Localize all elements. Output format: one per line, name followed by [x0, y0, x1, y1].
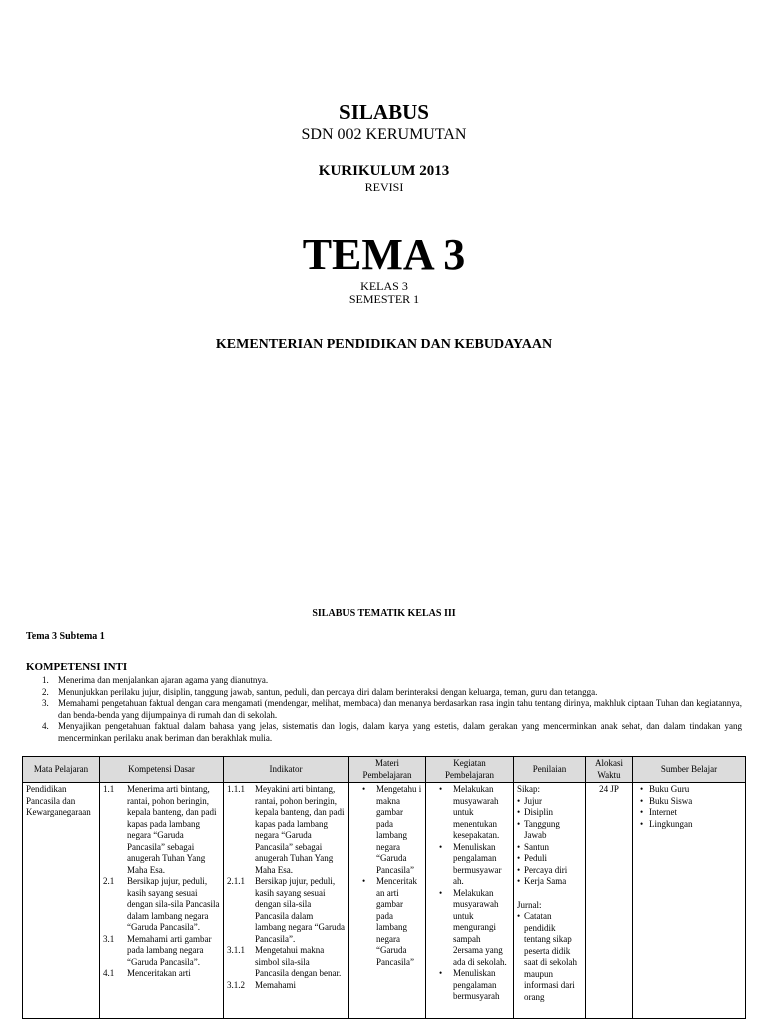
attitude-item: • Peduli	[517, 853, 582, 865]
school-name: SDN 002 KERUMUTAN	[301, 126, 467, 143]
activity-item: • Melakukan musyarawah untuk mengurangi sampah 2ersama yang ada di sekolah.	[453, 888, 510, 969]
ki-item	[26, 687, 742, 699]
indicator-number: 3.1.2	[227, 979, 245, 990]
attitude-item: • Jujur	[517, 796, 582, 808]
kd-text: Menceritakan arti	[127, 968, 191, 978]
header-subject: Mata Pelajaran	[23, 757, 100, 783]
ki-item-text: Memahami pengetahuan faktual dengan cara mengamati (mendengar, melihat, membaca) dan menanya berdasarkan rasa ingin tahu tentang dirinya, makhluk ciptaan Tuhan dan kegiatannya, dan benda-benda yang dijumpainya di rumah dan di sekolah.	[58, 698, 742, 720]
kd-item	[103, 934, 220, 969]
indicator-cell	[224, 783, 349, 1019]
journal-item: • Catatan pendidik tentang sikap peserta didik saat di sekolah maupun informasi dari orang	[517, 911, 582, 1003]
ki-item-number: 1.	[42, 675, 49, 685]
attitude-item: • Tanggung Jawab	[517, 819, 582, 842]
material-item: • Menceritak an arti gambar pada lambang negara “Garuda Pancasila”	[376, 876, 422, 968]
material-cell	[349, 783, 426, 1019]
subtheme-label: Tema 3 Subtema 1	[26, 631, 105, 642]
syllabus-table	[22, 756, 746, 1019]
activity-item: • Menuliskan pengalaman bermusyawar ah.	[453, 842, 510, 888]
indicator-number: 2.1.1	[227, 876, 245, 886]
attitude-item: • Disiplin	[517, 807, 582, 819]
journal-label: Jurnal:	[517, 899, 542, 910]
kd-item	[103, 876, 220, 934]
kd-text: Bersikap jujur, peduli, kasih sayang sesuai dengan sila-sila Pancasila dalam lambang negara “Garuda Pancasila”.	[127, 876, 220, 932]
learning-source-cell	[633, 783, 746, 1019]
indicator-text: Meyakini arti bintang, rantai, pohon beringin, kepala banteng, dan padi kapas pada lambang negara “Garuda Pancasila” sebagai anugerah Tuhan Yang Maha Esa.	[255, 784, 345, 875]
activity-cell	[426, 783, 514, 1019]
ki-item-text: Menunjukkan perilaku jujur, disiplin, tanggung jawab, santun, peduli, dan percaya diri dalam berinteraksi dengan keluarga, teman, guru dan tetangga.	[58, 686, 598, 697]
indicator-item	[227, 876, 345, 945]
ministry-name: KEMENTERIAN PENDIDIKAN DAN KEBUDAYAAN	[215, 337, 553, 352]
header-time-allocation: Alokasi Waktu	[586, 757, 633, 783]
indicator-number: 1.1.1	[227, 784, 245, 794]
indicator-number: 3.1.1	[227, 945, 245, 955]
ki-item-number: 4.	[42, 721, 49, 731]
kd-number: 1.1	[103, 784, 115, 794]
kd-text: Menerima arti bintang, rantai, pohon beringin, kepala banteng, dan padi kapas pada lambang negara “Garuda Pancasila” sebagai anugerah Tuhan Yang Maha Esa.	[127, 784, 217, 875]
material-item: • Mengetahu i makna gambar pada lambang negara “Garuda Pancasila”	[376, 784, 422, 876]
kd-text: Memahami arti gambar pada lambang negara “Garuda Pancasila”.	[127, 933, 212, 967]
indicator-text: Mengetahui makna simbol sila-sila Pancasila dengan benar.	[255, 945, 342, 978]
source-list	[636, 784, 742, 830]
ki-list	[26, 675, 742, 744]
indicator-item	[227, 945, 345, 980]
assessment-cell	[514, 783, 586, 1019]
header-learning-source: Sumber Belajar	[633, 757, 746, 783]
ki-item	[26, 698, 742, 721]
source-item: • Internet	[649, 807, 742, 819]
header-activity: Kegiatan Pembelajaran	[426, 757, 514, 783]
syllabus-title: SILABUS TEMATIK KELAS III	[312, 608, 456, 619]
subject-cell	[23, 783, 100, 1019]
semester-label: SEMESTER 1	[348, 292, 420, 306]
basic-competence-cell	[100, 783, 224, 1019]
attitude-item: • Santun	[517, 842, 582, 854]
ki-heading: KOMPETENSI INTI	[26, 661, 128, 673]
attitude-item: • Percaya diri	[517, 865, 582, 877]
table-row	[23, 783, 746, 1019]
attitude-label: Sikap:	[517, 784, 541, 794]
source-item: • Buku Guru	[649, 784, 742, 796]
ki-item	[26, 721, 742, 744]
ki-item-number: 3.	[42, 698, 49, 708]
revision-label: REVISI	[364, 180, 404, 194]
table-header-row	[23, 757, 746, 783]
activity-item: • Melakukan musyawarah untuk menentukan kesepakatan.	[453, 784, 510, 842]
ki-item-text: Menerima dan menjalankan ajaran agama yang dianutnya.	[58, 675, 269, 685]
header-material: Materi Pembelajaran	[349, 757, 426, 783]
activity-list	[429, 784, 510, 1003]
material-list	[352, 784, 422, 968]
journal-list	[517, 911, 582, 1003]
ki-item-text: Menyajikan pengetahuan faktual dalam bahasa yang jelas, sistematis dan logis, dalam karya yang estetis, dalam gerakan yang mencerminkan anak sehat, dan dalam tindakan yang mencerminkan perilaku anak beriman dan berakhlak mulia.	[58, 721, 742, 743]
time-allocation-cell	[586, 783, 633, 1019]
kd-number: 4.1	[103, 968, 115, 978]
subject-text: Pendidikan Pancasila dan Kewarganegaraan	[26, 784, 91, 817]
activity-item: • Menuliskan pengalaman bermusyarah	[453, 968, 510, 1003]
ki-item-number: 2.	[42, 686, 49, 697]
time-allocation-value: 24 JP	[599, 784, 619, 794]
indicator-item	[227, 980, 345, 992]
indicator-item	[227, 784, 345, 876]
kd-item	[103, 968, 220, 980]
attitude-list	[517, 796, 582, 888]
source-item: • Buku Siswa	[649, 796, 742, 808]
theme-title: TEMA 3	[302, 230, 466, 279]
ki-item	[26, 675, 742, 687]
kd-item	[103, 784, 220, 876]
indicator-text: Bersikap jujur, peduli, kasih sayang sesuai dengan sila-sila Pancasila dalam lambang negara “Garuda Pancasila”.	[255, 876, 345, 944]
kd-number: 3.1	[103, 933, 115, 944]
attitude-item: • Kerja Sama	[517, 876, 582, 888]
curriculum-title: KURIKULUM 2013	[318, 163, 450, 179]
kd-number: 2.1	[103, 876, 115, 886]
header-basic-competence: Kompetensi Dasar	[100, 757, 224, 783]
header-assessment: Penilaian	[514, 757, 586, 783]
cover-title: SILABUS	[339, 100, 429, 124]
grade-label: KELAS 3	[360, 279, 408, 293]
header-indicator: Indikator	[224, 757, 349, 783]
source-item: • Lingkungan	[649, 819, 742, 831]
indicator-text: Memahami	[255, 979, 296, 990]
